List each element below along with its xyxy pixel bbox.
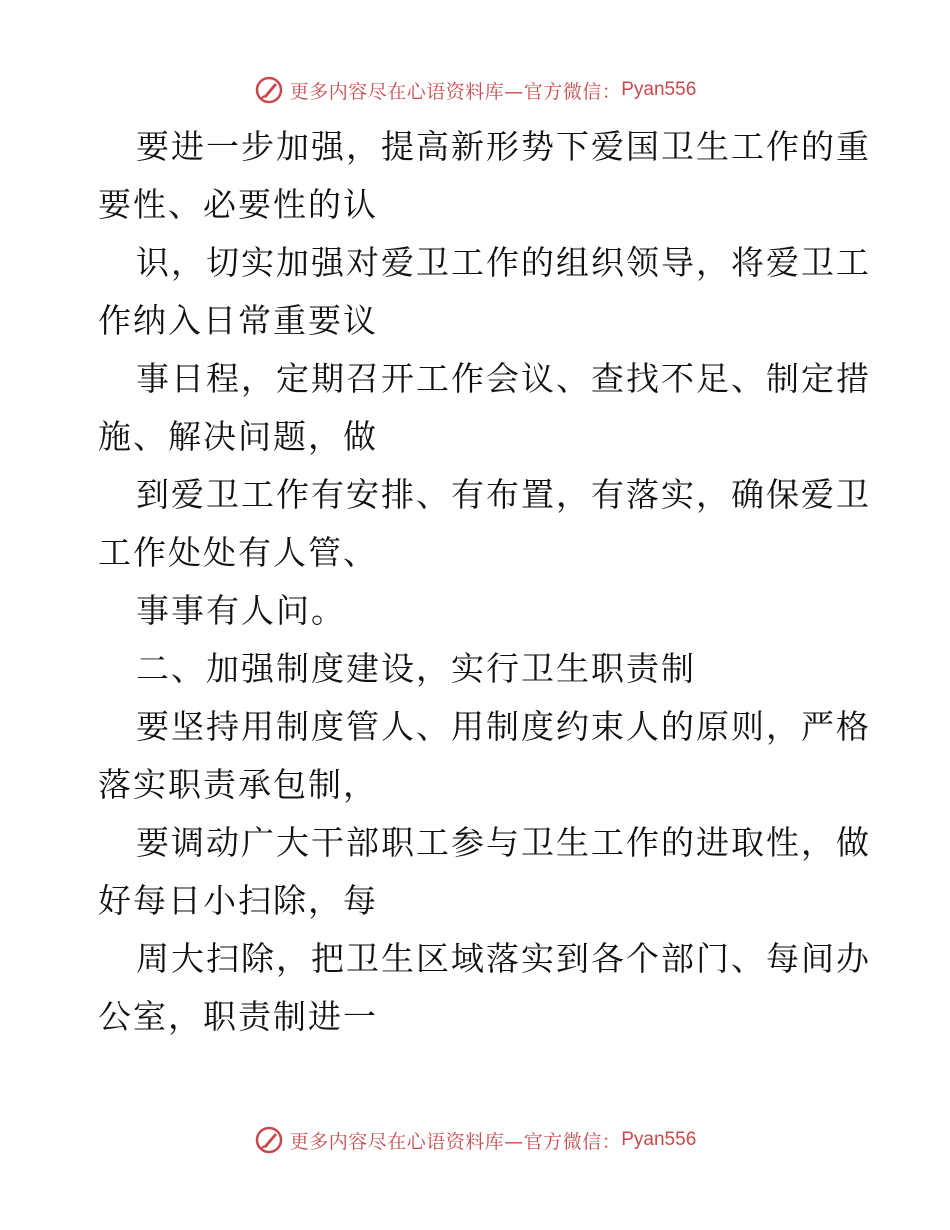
body-line: 到爱卫工作有安排、有布置，有落实，确保爱卫	[136, 475, 871, 514]
body-line: 工作处处有人管、	[98, 533, 378, 572]
quill-logo-icon	[254, 75, 284, 105]
body-line: 要坚持用制度管人、用制度约束人的原则，严格	[136, 707, 871, 746]
body-line: 落实职责承包制，	[98, 765, 378, 804]
body-line: 周大扫除，把卫生区域落实到各个部门、每间办	[136, 939, 871, 978]
quill-logo-icon	[254, 1125, 284, 1155]
watermark-text: 更多内容尽在心语资料库—官方微信：	[289, 1130, 622, 1153]
body-line: 作纳入日常重要议	[98, 301, 378, 340]
body-line: 施、解决问题，做	[98, 417, 378, 456]
body-line: 事事有人问。	[136, 591, 346, 630]
watermark-id: Pyan556	[621, 1129, 697, 1150]
body-line: 好每日小扫除，每	[98, 881, 378, 920]
section-heading: 二、加强制度建设，实行卫生职责制	[136, 649, 696, 688]
body-line: 事日程，定期召开工作会议、查找不足、制定措	[136, 359, 871, 398]
body-line: 识，切实加强对爱卫工作的组织领导，将爱卫工	[136, 243, 871, 282]
page-header-watermark	[0, 72, 950, 108]
body-line: 要性、必要性的认	[98, 185, 378, 224]
watermark-text: 更多内容尽在心语资料库—官方微信：	[289, 80, 622, 103]
watermark-id: Pyan556	[621, 79, 697, 100]
body-line: 要调动广大干部职工参与卫生工作的进取性，做	[136, 823, 871, 862]
body-line: 公室，职责制进一	[98, 997, 378, 1036]
document-body	[98, 118, 871, 1046]
page-footer-watermark	[0, 1122, 950, 1158]
body-line: 要进一步加强，提高新形势下爱国卫生工作的重	[136, 127, 871, 166]
